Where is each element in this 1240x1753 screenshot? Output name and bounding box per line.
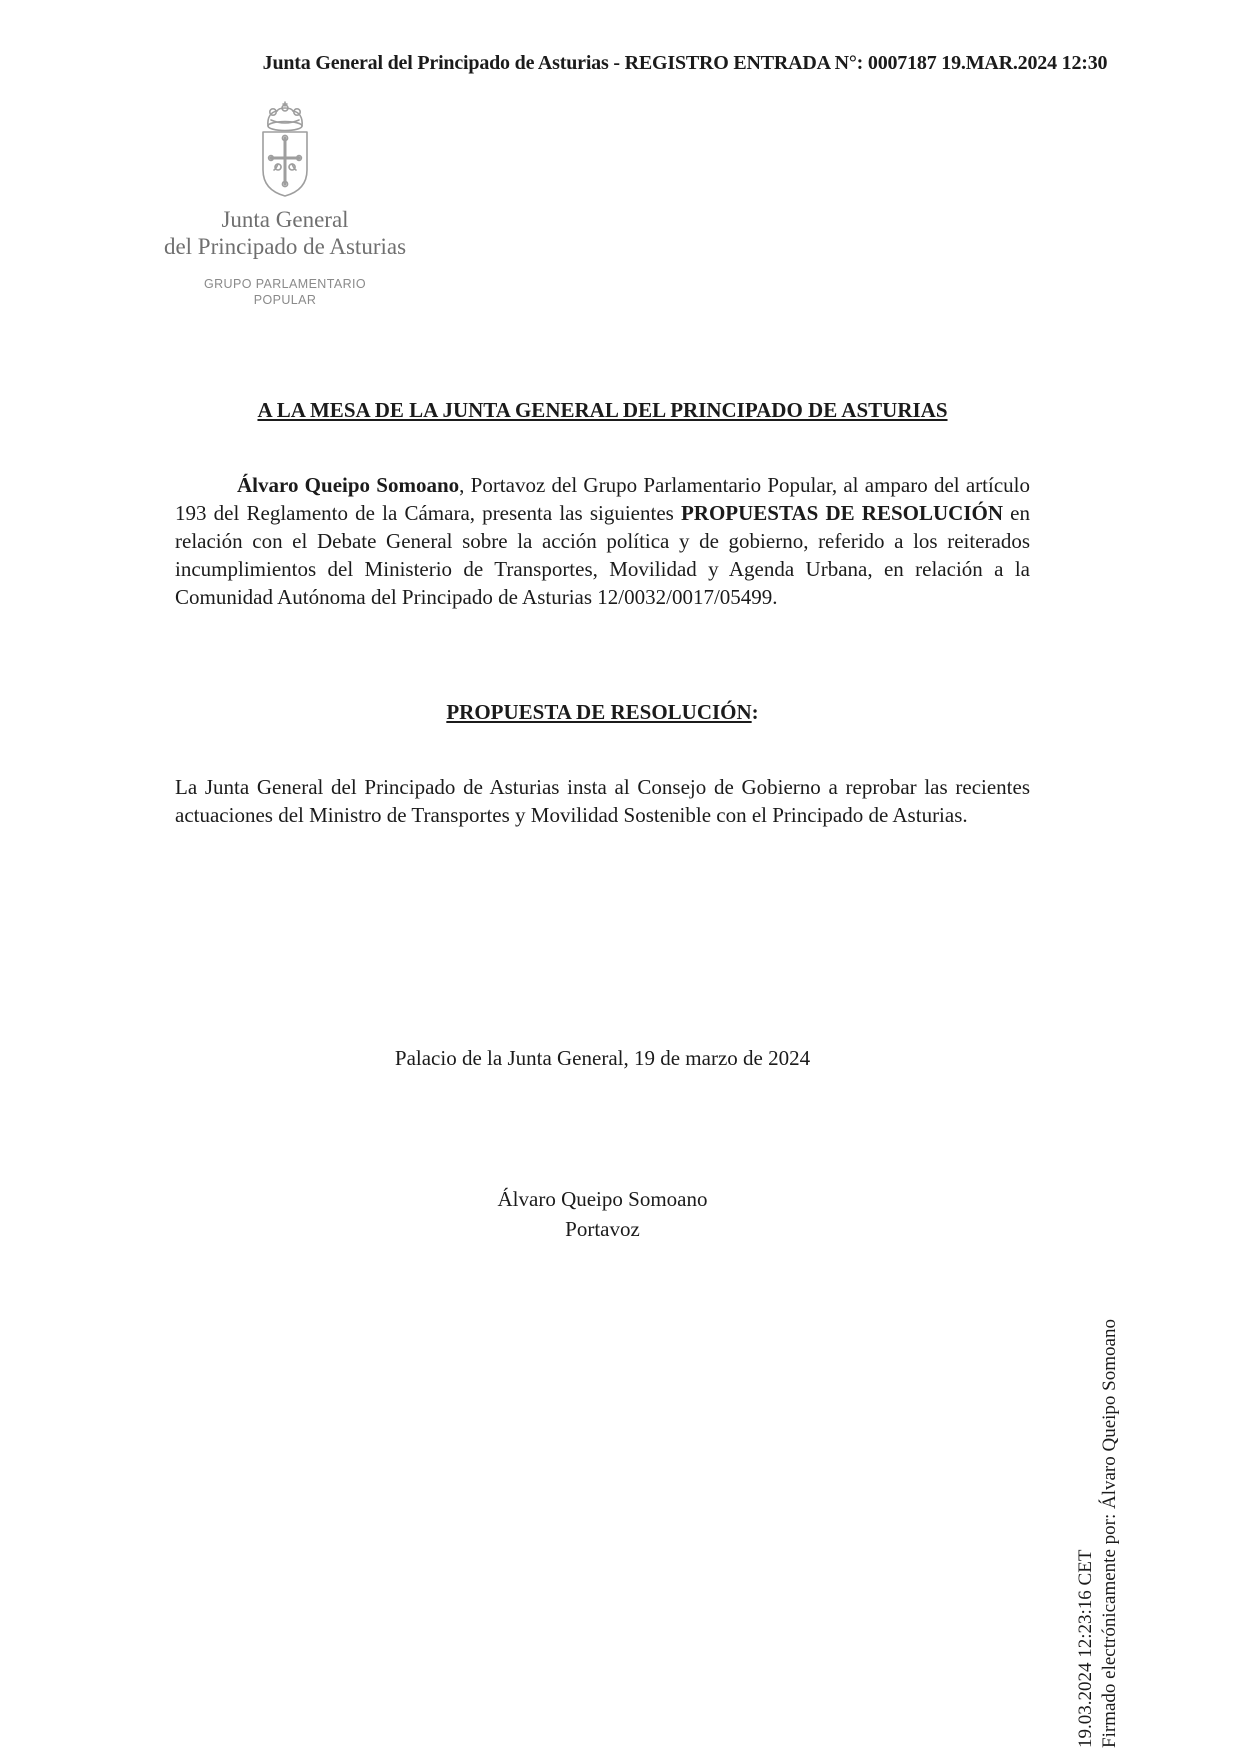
paragraph-intro-mid: , Portavoz del Grupo Parlamentario Popular, al amparo del artículo 193 del Reglamento de la Cámara, presenta las siguientes: [175, 473, 1030, 525]
paragraph-resolution: La Junta General del Principado de Asturias insta al Consejo de Gobierno a reprobar las recientes actuaciones del Ministro de Transportes y Movilidad Sostenible con el Principado de Asturias.: [175, 775, 1030, 827]
asturias-coat-of-arms-icon: [247, 100, 323, 200]
signature-role: Portavoz: [565, 1217, 640, 1241]
org-name-line2: del Principado de Asturias: [163, 234, 407, 259]
document-title-text: A LA MESA DE LA JUNTA GENERAL DEL PRINCIPADO DE ASTURIAS: [257, 398, 948, 422]
group-name-line1: GRUPO PARLAMENTARIO: [203, 277, 367, 291]
org-name-line1: Junta General: [221, 207, 349, 232]
paragraph-intro-end: en relación con el Debate General sobre la acción política y de gobierno, referido a los reiterados incumplimientos del Ministerio de Transportes, Movilidad y Agenda Urbana, en relación a la Comunidad Autónoma del Principado de Asturias 12/0032/0017/05499.: [175, 501, 1030, 609]
parliamentary-group-name: [120, 276, 450, 308]
document-title: [175, 398, 1030, 423]
section-heading-text: PROPUESTA DE RESOLUCIÓN: [446, 700, 752, 724]
author-name-bold: Álvaro Queipo Somoano: [237, 473, 460, 497]
section-heading-colon: :: [751, 700, 759, 724]
org-logo-block: [120, 100, 450, 308]
org-name: [120, 206, 450, 260]
date-line: Palacio de la Junta General, 19 de marzo de 2024: [394, 1046, 811, 1070]
registry-entry-stamp: Junta General del Principado de Asturias - REGISTRO ENTRADA N°: 0007187 19.MAR.2024 12:30: [262, 52, 1108, 74]
section-heading: [175, 700, 1030, 725]
esignature-signer-line: Firmado electrónicamente por: Álvaro Queipo Somoano: [1099, 1319, 1120, 1748]
paragraph-intro: [175, 471, 1030, 611]
propuestas-bold: PROPUESTAS DE RESOLUCIÓN: [680, 501, 1003, 525]
esignature-timestamp-line: 19.03.2024 12:23:16 CET: [1075, 1549, 1096, 1748]
signature-name: Álvaro Queipo Somoano: [497, 1187, 708, 1211]
group-name-line2: POPULAR: [253, 293, 317, 307]
signature-block: [175, 1184, 1030, 1244]
